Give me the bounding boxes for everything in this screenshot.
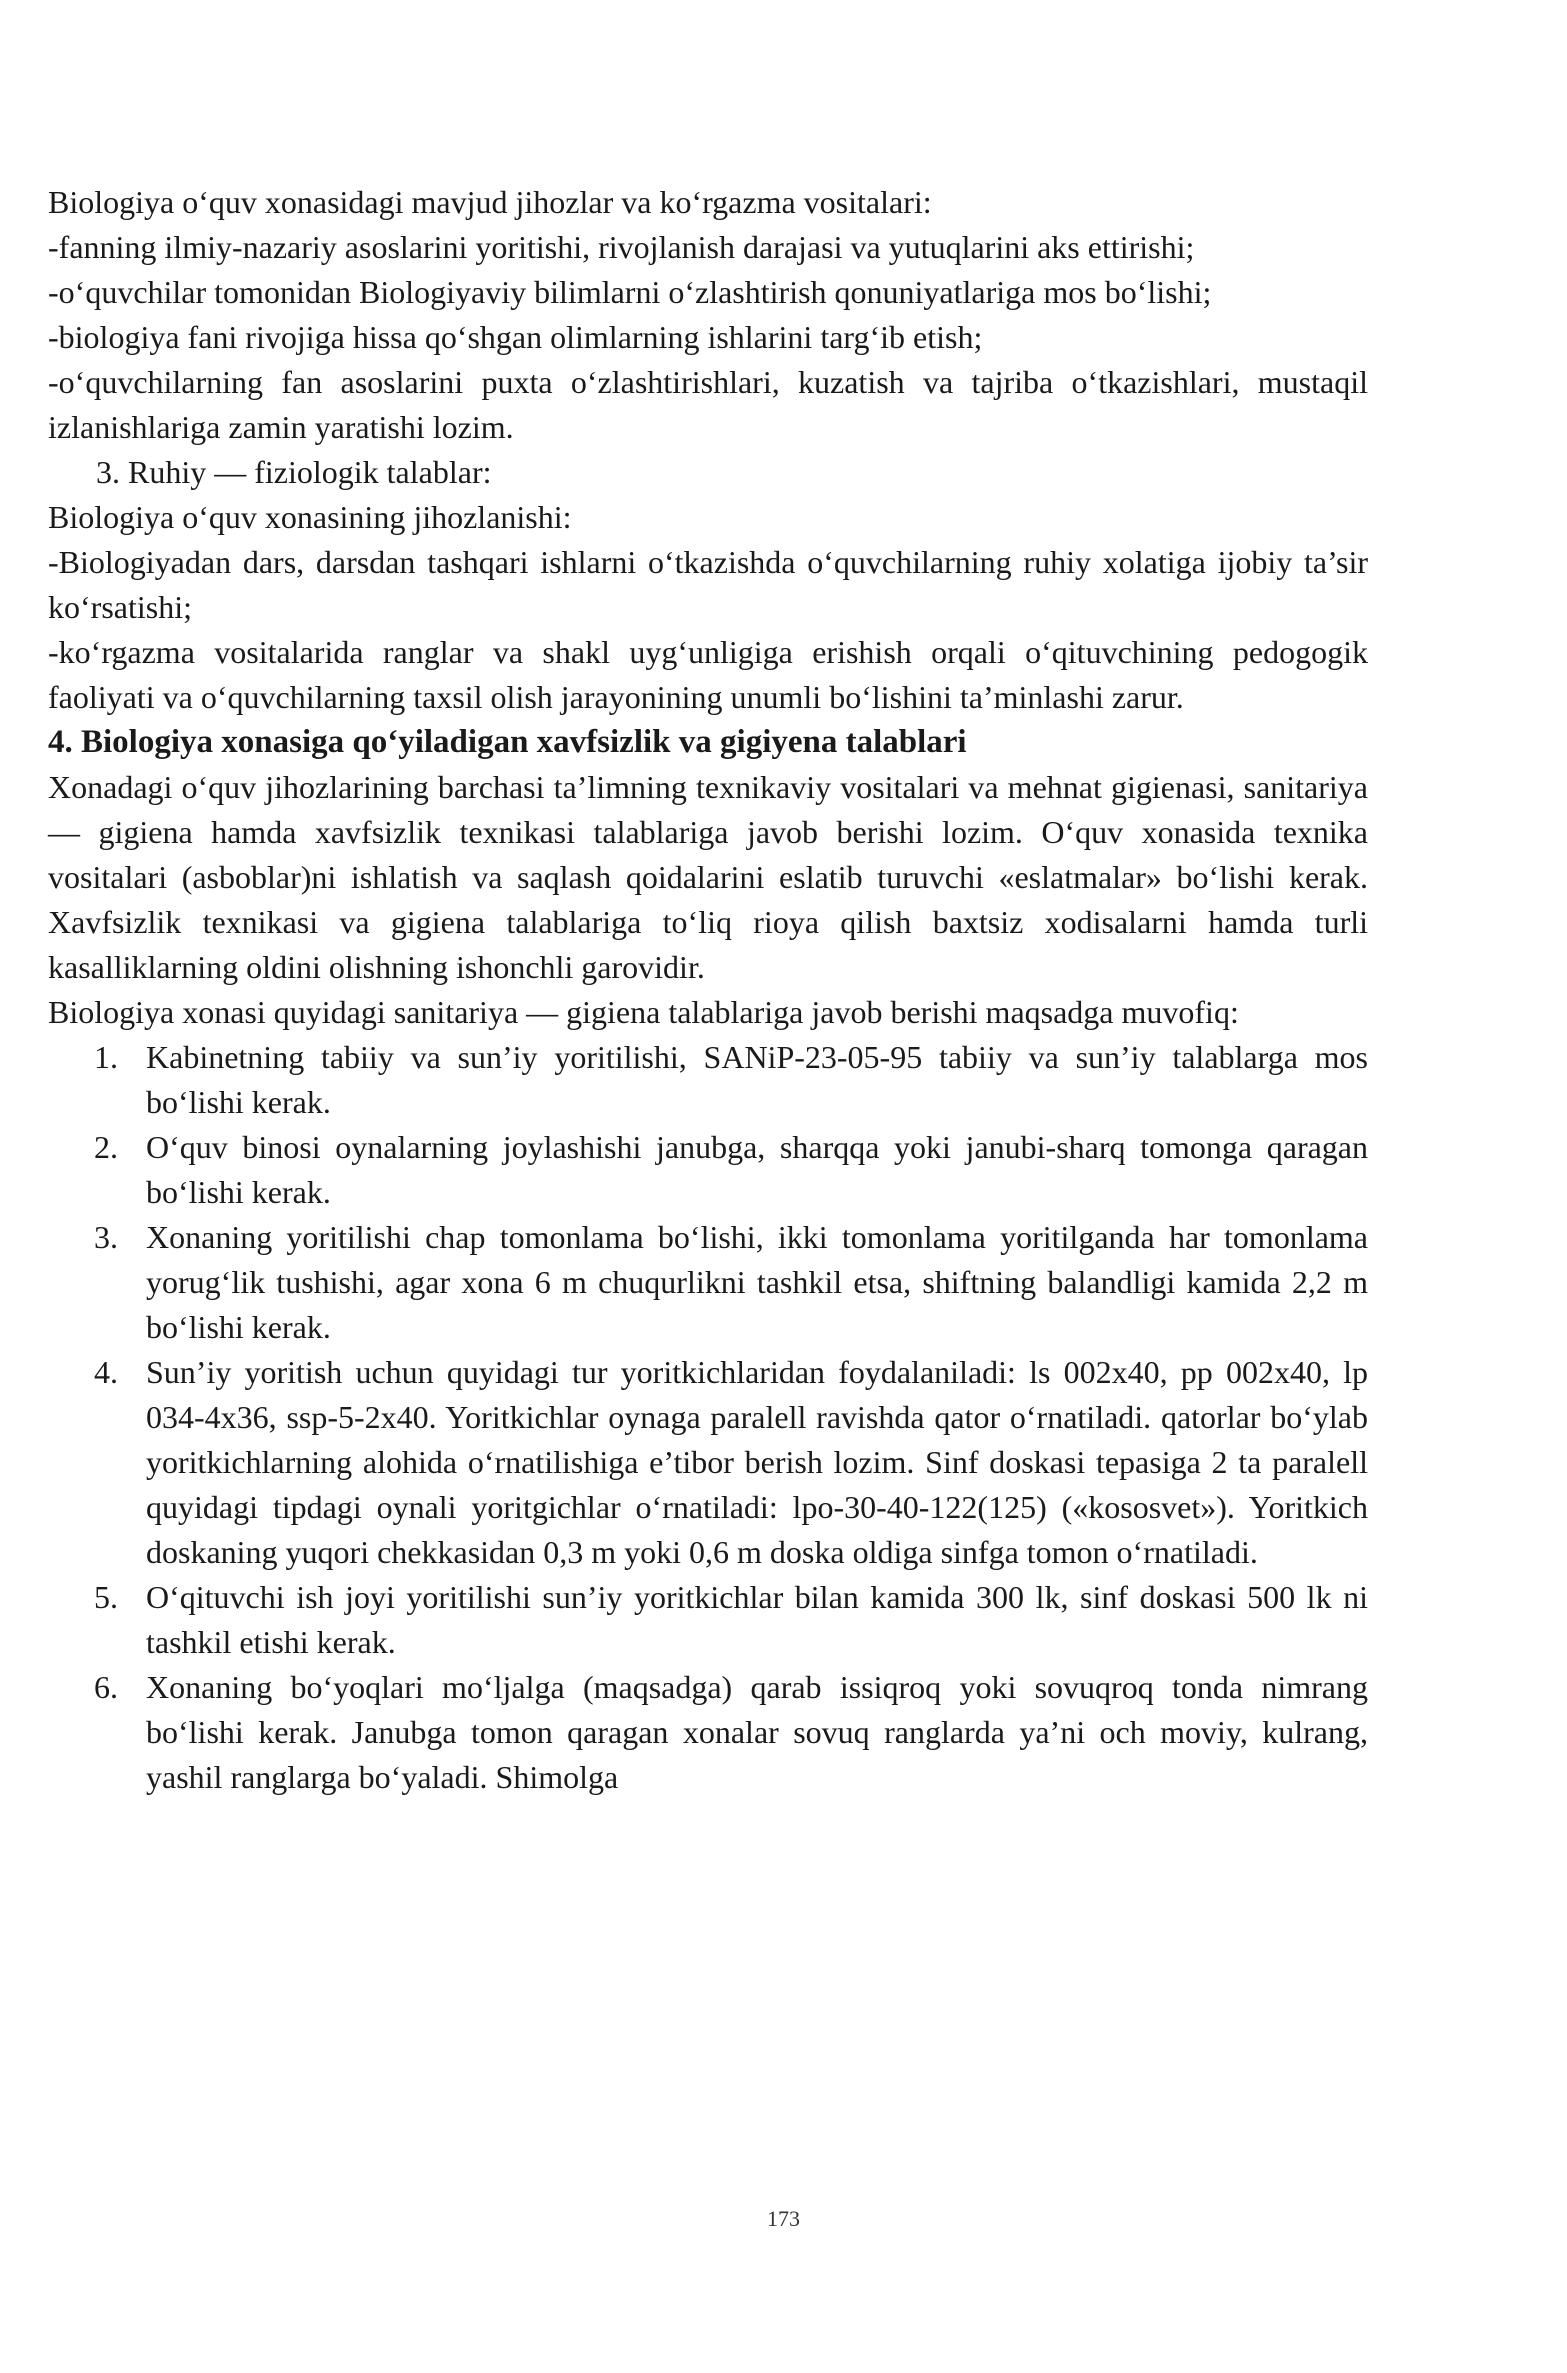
section-4-paragraph: Biologiya xonasi quyidagi sanitariya — gigiena talablariga javob berishi maqsadga muvofiq:: [48, 994, 1239, 1030]
list-item-number: 4.: [94, 1354, 118, 1390]
list-item-number: 6.: [94, 1669, 118, 1705]
list-item-text: Xonaning yoritilishi chap tomonlama bo‘lishi, ikki tomonlama yoritilganda har tomonlama yorug‘lik tushishi, agar xona 6 m chuqurlikni tashkil etsa, shiftning balandligi kamida 2,2 m bo‘lishi kerak.: [146, 1219, 1368, 1345]
list-item: [48, 1035, 1368, 1125]
section-3-heading: 3. Ruhiy — fiziologik talablar:: [96, 454, 492, 490]
list-item: [48, 1575, 1368, 1665]
list-item-text: Xonaning bo‘yoqlari mo‘ljalga (maqsadga) qarab issiqroq yoki sovuqroq tonda nimrang bo‘lishi kerak. Janubga tomon qaragan xonalar sovuq ranglarda ya’ni och moviy, kulrang, yashil ranglarga bo‘yaladi. Shimolga: [146, 1669, 1368, 1795]
section-4-heading: 4. Biologiya xonasiga qo‘yiladigan xavfsizlik va gigiyena talablari: [48, 724, 967, 760]
requirements-list: [48, 1035, 1368, 1800]
section-3-lead: Biologiya o‘quv xonasining jihozlanishi:: [48, 499, 572, 535]
list-item-number: 1.: [94, 1039, 118, 1075]
list-item-text: Kabinetning tabiiy va sun’iy yoritilishi, SANiP-23-05-95 tabiiy va sun’iy talablarga mos bo‘lishi kerak.: [146, 1039, 1368, 1120]
intro-bullet: -fanning ilmiy-nazariy asoslarini yoritishi, rivojlanish darajasi va yutuqlarini aks ettirishi;: [48, 229, 1195, 265]
section-3: [48, 450, 1368, 720]
section-3-bullet: -Biologiyadan dars, darsdan tashqari ishlarni o‘tkazishda o‘quvchilarning ruhiy xolatiga ijobiy ta’sir ko‘rsatishi;: [48, 544, 1368, 625]
list-item-number: 5.: [94, 1579, 118, 1615]
list-item-text: O‘qituvchi ish joyi yoritilishi sun’iy yoritkichlar bilan kamida 300 lk, sinf doskasi 500 lk ni tashkil etishi kerak.: [146, 1579, 1368, 1660]
section-4-paragraph: Xonadagi o‘quv jihozlarining barchasi ta’limning texnikaviy vositalari va mehnat gigienasi, sanitariya — gigiena hamda xavfsizlik texnikasi talablariga javob berishi lozim. O‘quv xonasida texnika vositalari (asboblar)ni ishlatish va saqlash qoidalarini eslatib turuvchi «eslatmalar» bo‘lishi kerak. Xavfsizlik texnikasi va gigiena talablariga to‘liq rioya qilish baxtsiz xodisalarni hamda turli kasalliklarning oldini olishning ishonchli garovidir.: [48, 769, 1368, 985]
list-item: [48, 1125, 1368, 1215]
list-item-text: Sun’iy yoritish uchun quyidagi tur yoritkichlaridan foydalaniladi: ls 002x40, pp 002x40, lp 034-4x36, ssp-5-2x40. Yoritkichlar oynaga paralell ravishda qator o‘rnatiladi. qatorlar bo‘ylab yoritkichlarning alohida o‘rnatilishiga e’tibor berish lozim. Sinf doskasi tepasiga 2 ta paralell quyidagi tipdagi oynali yoritgichlar o‘rnatiladi: lpo-30-40-122(125) («kososvet»). Yoritkich doskaning yuqori chekkasidan 0,3 m yoki 0,6 m doska oldiga sinfga tomon o‘rnatiladi.: [146, 1354, 1368, 1570]
section-3-bullet: -ko‘rgazma vositalarida ranglar va shakl uyg‘unligiga erishish orqali o‘qituvchining pedogogik faoliyati va o‘quvchilarning taxsil olish jarayonining unumli bo‘lishini ta’minlashi zarur.: [48, 634, 1368, 715]
page-body: [48, 180, 1368, 1800]
list-item: [48, 1350, 1368, 1575]
list-item-text: O‘quv binosi oynalarning joylashishi janubga, sharqqa yoki janubi-sharq tomonga qaragan bo‘lishi kerak.: [146, 1129, 1368, 1210]
list-item: [48, 1215, 1368, 1350]
intro-title-line: Biologiya o‘quv xonasidagi mavjud jihozlar va ko‘rgazma vositalari:: [48, 184, 932, 220]
list-item-number: 3.: [94, 1219, 118, 1255]
intro-bullet: -o‘quvchilarning fan asoslarini puxta o‘zlashtirishlari, kuzatish va tajriba o‘tkazishlari, mustaqil izlanishlariga zamin yaratishi lozim.: [48, 364, 1368, 445]
intro-bullet: -biologiya fani rivojiga hissa qo‘shgan olimlarning ishlarini targ‘ib etish;: [48, 319, 983, 355]
page-number: 173: [767, 2206, 800, 2231]
intro-bullet: -o‘quvchilar tomonidan Biologiyaviy bilimlarni o‘zlashtirish qonuniyatlariga mos bo‘lishi;: [48, 274, 1212, 310]
intro-block: [48, 180, 1368, 450]
list-item-number: 2.: [94, 1129, 118, 1165]
section-4: [48, 720, 1368, 1800]
list-item: [48, 1665, 1368, 1800]
